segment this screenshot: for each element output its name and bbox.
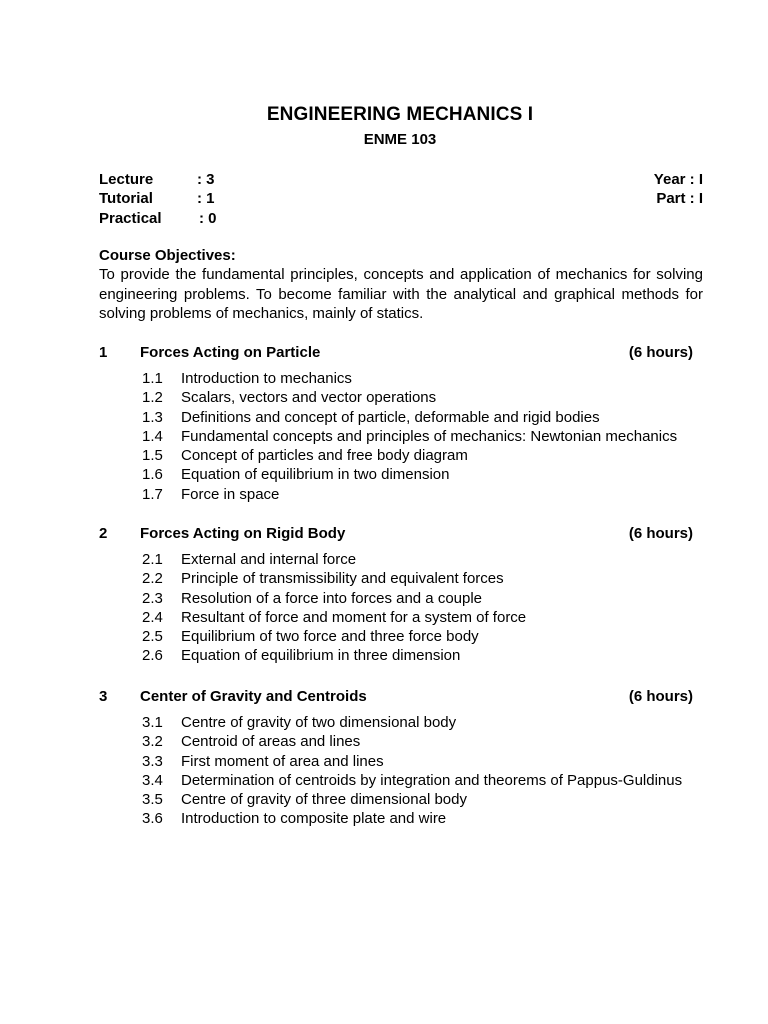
objectives-heading: Course Objectives: bbox=[99, 247, 236, 264]
topic-number: 3.4 bbox=[142, 771, 163, 789]
topic-number: 1.5 bbox=[142, 447, 163, 465]
topic-list bbox=[99, 370, 703, 505]
topic-item bbox=[99, 466, 703, 485]
unit-number: 3 bbox=[99, 688, 108, 705]
topic-number: 2.5 bbox=[142, 628, 163, 646]
topic-number: 1.4 bbox=[142, 427, 163, 445]
unit-number: 2 bbox=[99, 525, 108, 542]
topic-text: Centre of gravity of two dimensional body bbox=[181, 714, 457, 731]
topic-text: Resolution of a force into forces and a couple bbox=[181, 589, 483, 607]
practical-label: Practical bbox=[99, 210, 162, 227]
tutorial-value: : 1 bbox=[197, 190, 215, 207]
topic-item bbox=[99, 570, 703, 589]
unit-1 bbox=[99, 344, 703, 505]
topic-text: Fundamental concepts and principles of mechanics: Newtonian mechanics bbox=[181, 427, 678, 445]
topic-text: Equation of equilibrium in three dimension bbox=[181, 647, 461, 665]
topic-list bbox=[99, 551, 703, 667]
topic-item bbox=[99, 810, 703, 829]
topic-item bbox=[99, 590, 703, 609]
topic-text: External and internal force bbox=[181, 551, 357, 568]
topic-item bbox=[99, 609, 703, 628]
unit-2 bbox=[99, 525, 703, 667]
topic-item bbox=[99, 628, 703, 647]
unit-heading bbox=[99, 344, 703, 364]
topic-number: 2.4 bbox=[142, 608, 163, 626]
topic-number: 1.6 bbox=[142, 466, 163, 484]
topic-item bbox=[99, 447, 703, 466]
topic-number: 2.6 bbox=[142, 647, 163, 665]
topic-item bbox=[99, 409, 703, 428]
unit-title: Forces Acting on Rigid Body bbox=[140, 525, 346, 542]
topic-item bbox=[99, 370, 703, 389]
meta-row-lecture bbox=[99, 171, 703, 191]
topic-number: 3.3 bbox=[142, 752, 163, 770]
topic-number: 3.6 bbox=[142, 810, 163, 828]
unit-hours: (6 hours) bbox=[628, 525, 693, 542]
practical-value: : 0 bbox=[199, 210, 217, 227]
topic-number: 1.7 bbox=[142, 485, 163, 503]
topic-item bbox=[99, 551, 703, 570]
topic-text: First moment of area and lines bbox=[181, 752, 384, 770]
topic-text: Equilibrium of two force and three force body bbox=[181, 628, 479, 646]
topic-item bbox=[99, 647, 703, 666]
topic-item bbox=[99, 714, 703, 733]
topic-item bbox=[99, 486, 703, 505]
unit-title: Center of Gravity and Centroids bbox=[140, 688, 367, 705]
topic-item bbox=[99, 772, 703, 791]
course-code: ENME 103 bbox=[363, 131, 437, 148]
unit-heading bbox=[99, 688, 703, 708]
topic-text: Centroid of areas and lines bbox=[181, 733, 361, 751]
lecture-value: : 3 bbox=[197, 171, 215, 188]
topic-number: 1.2 bbox=[142, 389, 163, 407]
topic-text: Centre of gravity of three dimensional body bbox=[181, 791, 467, 809]
topic-text: Scalars, vectors and vector operations bbox=[181, 389, 437, 407]
topic-item bbox=[99, 733, 703, 752]
part-value: Part : I bbox=[656, 190, 703, 207]
unit-number: 1 bbox=[99, 344, 108, 361]
topic-text: Force in space bbox=[181, 485, 280, 503]
topic-item bbox=[99, 753, 703, 772]
topic-number: 3.1 bbox=[142, 714, 163, 731]
tutorial-label: Tutorial bbox=[99, 190, 153, 207]
objectives-text: To provide the fundamental principles, concepts and application of mechanics for solving engineering problems. To become familiar with the analytical and graphical methods for solving problems of mechanics, mainly of statics. bbox=[99, 266, 703, 322]
topic-text: Determination of centroids by integration and theorems of Pappus-Guldinus bbox=[181, 771, 683, 789]
unit-title: Forces Acting on Particle bbox=[140, 344, 321, 361]
meta-row-practical bbox=[99, 210, 703, 230]
unit-heading bbox=[99, 525, 703, 545]
topic-number: 3.2 bbox=[142, 733, 163, 751]
topic-text: Concept of particles and free body diagram bbox=[181, 447, 468, 465]
topic-number: 1.3 bbox=[142, 408, 163, 426]
course-title: ENGINEERING MECHANICS I bbox=[266, 104, 534, 125]
topic-list bbox=[99, 714, 703, 830]
topic-text: Resultant of force and moment for a system of force bbox=[181, 608, 527, 626]
topic-number: 1.1 bbox=[142, 370, 163, 387]
topic-text: Introduction to mechanics bbox=[181, 370, 352, 387]
topic-number: 2.2 bbox=[142, 570, 163, 588]
lecture-label: Lecture bbox=[99, 171, 154, 188]
topic-item bbox=[99, 428, 703, 447]
topic-text: Principle of transmissibility and equivalent forces bbox=[181, 570, 504, 588]
topic-item bbox=[99, 389, 703, 408]
meta-row-tutorial bbox=[99, 190, 703, 210]
topic-number: 3.5 bbox=[142, 791, 163, 809]
topic-text: Equation of equilibrium in two dimension bbox=[181, 466, 450, 484]
unit-hours: (6 hours) bbox=[628, 344, 693, 361]
unit-3 bbox=[99, 688, 703, 830]
topic-number: 2.3 bbox=[142, 589, 163, 607]
topic-number: 2.1 bbox=[142, 551, 163, 568]
topic-text: Introduction to composite plate and wire bbox=[181, 810, 447, 828]
year-value: Year : I bbox=[653, 171, 703, 188]
unit-hours: (6 hours) bbox=[628, 688, 693, 705]
topic-text: Definitions and concept of particle, deformable and rigid bodies bbox=[181, 408, 600, 426]
topic-item bbox=[99, 791, 703, 810]
